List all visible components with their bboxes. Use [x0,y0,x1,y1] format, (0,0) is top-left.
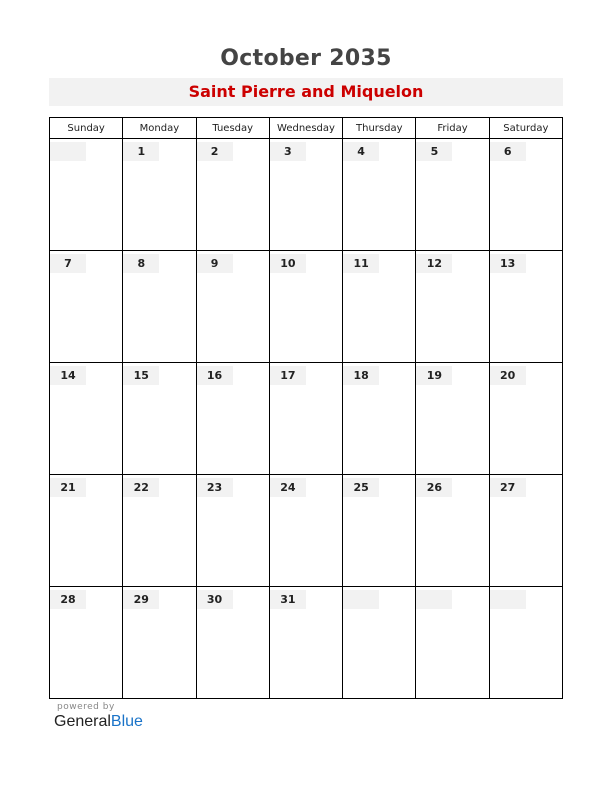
calendar-day-cell [416,251,489,363]
day-number: 8 [123,254,159,273]
day-number: 1 [123,142,159,161]
calendar-day-cell [123,139,196,251]
calendar-day-cell [269,139,342,251]
day-number: 28 [50,590,86,609]
calendar-day-cell [343,587,416,699]
calendar-day-cell [269,363,342,475]
brand-name-part1: General [54,713,111,730]
calendar-day-cell [489,475,562,587]
day-number: 21 [50,478,86,497]
calendar-grid [49,117,563,699]
calendar-day-cell [489,587,562,699]
weekday-header: Thursday [343,118,416,139]
calendar-day-cell [489,251,562,363]
day-number: 20 [490,366,526,385]
day-number: 25 [343,478,379,497]
day-number: 23 [197,478,233,497]
calendar-day-cell [123,587,196,699]
brand-name-part2: Blue [110,713,143,730]
weekday-header: Friday [416,118,489,139]
day-number: 4 [343,142,379,161]
calendar-week-row [50,139,563,251]
calendar-day-cell [123,475,196,587]
calendar-day-cell [123,363,196,475]
day-number: 18 [343,366,379,385]
day-number: 6 [490,142,526,161]
calendar-day-cell [196,363,269,475]
calendar-day-cell [123,251,196,363]
day-number [50,142,86,161]
calendar-day-cell [416,587,489,699]
weekday-header: Wednesday [269,118,342,139]
calendar-day-cell [489,139,562,251]
day-number [490,590,526,609]
weekday-header: Sunday [50,118,123,139]
calendar-day-cell [50,139,123,251]
calendar-day-cell [50,251,123,363]
calendar-day-cell [196,587,269,699]
day-number [343,590,379,609]
weekday-header: Monday [123,118,196,139]
day-number: 17 [270,366,306,385]
calendar-day-cell [196,251,269,363]
calendar-day-cell [196,475,269,587]
calendar-day-cell [50,475,123,587]
calendar-day-cell [50,587,123,699]
brand-logo [54,713,143,731]
day-number: 19 [416,366,452,385]
calendar-day-cell [489,363,562,475]
day-number: 10 [270,254,306,273]
calendar-day-cell [343,475,416,587]
calendar-week-row [50,475,563,587]
day-number: 7 [50,254,86,273]
calendar-week-row [50,251,563,363]
day-number: 16 [197,366,233,385]
calendar-day-cell [343,139,416,251]
day-number: 24 [270,478,306,497]
day-number [416,590,452,609]
day-number: 15 [123,366,159,385]
day-number: 26 [416,478,452,497]
day-number: 11 [343,254,379,273]
calendar-day-cell [269,251,342,363]
calendar-day-cell [416,475,489,587]
calendar-day-cell [416,363,489,475]
day-number: 13 [490,254,526,273]
day-number: 14 [50,366,86,385]
weekday-header-row [50,118,563,139]
day-number: 29 [123,590,159,609]
day-number: 9 [197,254,233,273]
calendar-day-cell [416,139,489,251]
calendar-day-cell [343,363,416,475]
calendar-week-row [50,587,563,699]
powered-by-label: powered by [57,702,115,712]
day-number: 3 [270,142,306,161]
day-number: 27 [490,478,526,497]
day-number: 5 [416,142,452,161]
calendar-day-cell [269,475,342,587]
calendar-day-cell [343,251,416,363]
weekday-header: Saturday [489,118,562,139]
day-number: 2 [197,142,233,161]
day-number: 22 [123,478,159,497]
calendar-day-cell [269,587,342,699]
day-number: 30 [197,590,233,609]
day-number: 12 [416,254,452,273]
calendar-day-cell [50,363,123,475]
weekday-header: Tuesday [196,118,269,139]
day-number: 31 [270,590,306,609]
calendar-week-row [50,363,563,475]
calendar-day-cell [196,139,269,251]
page-title: October 2035 [220,46,392,71]
region-name: Saint Pierre and Miquelon [49,78,563,106]
